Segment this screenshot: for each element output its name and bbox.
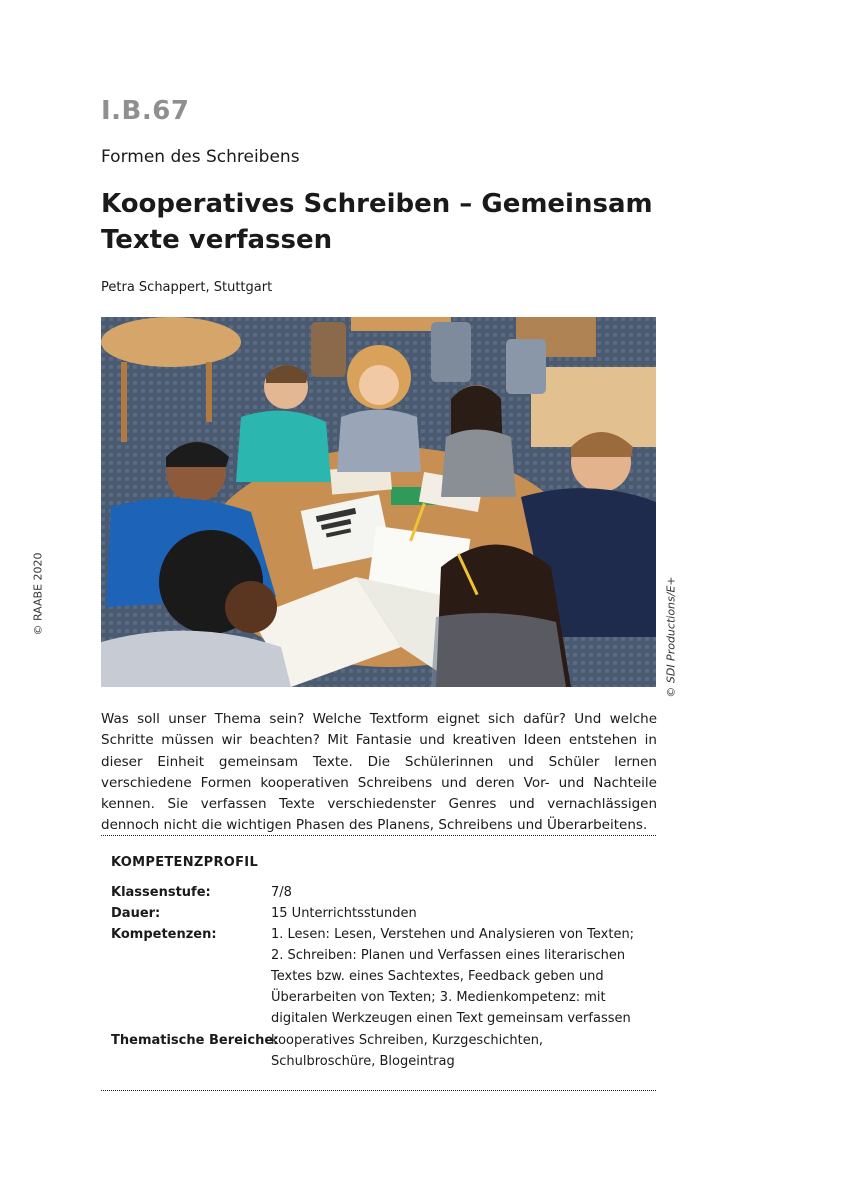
profile-value: 7/8 [271,885,292,900]
intro-paragraph: Was soll unser Thema sein? Welche Textform eignet sich dafür? Und welche Schritte müssen wir beachten? Mit Fantasie und kreativen Ideen entstehen in dieser Einheit gemeinsam Texte. Die Schülerinnen und Schüler lernen verschiedene Formen kooperativen Schreibens und deren Vor- und Nachteile kennen. Sie verfassen Texte verschiedenster Genres und vernachlässigen dennoch nicht die wichtigen Phasen des Planens, Schreibens und Überarbeitens. [101,711,657,834]
profile-label: Kompetenzen: [111,927,217,942]
series-title: Formen des Schreibens [101,147,300,167]
unit-code: I.B.67 [101,96,190,126]
photo-credit: © SDI Productions/E+ [664,576,678,698]
profile-heading: KOMPETENZPROFIL [111,855,259,870]
profile-label: Dauer: [111,906,161,921]
divider-bottom [101,1090,656,1091]
copyright-notice: © RAABE 2020 [31,552,45,636]
profile-label: Thematische Bereiche: [111,1033,279,1048]
profile-value: kooperatives Schreiben, Kurzgeschichten, Schulbroschüre, Blogeintrag [271,1033,544,1069]
author-line: Petra Schappert, Stuttgart [101,280,273,295]
profile-label: Klassenstufe: [111,885,211,900]
profile-value: 1. Lesen: Lesen, Verstehen und Analysieren von Texten; 2. Schreiben: Planen und Verfassen eines literarischen Textes bzw. eines Sachtextes, Feedback geben und Überarbeiten von Texten; 3. Medienkompetenz: mit digitalen Werkzeugen einen Text gemeinsam verfassen [271,927,635,1026]
divider-top [101,835,656,836]
page-title: Kooperatives Schreiben – Gemeinsam Texte verfassen [101,189,653,255]
students-group-writing-photo [101,317,656,687]
profile-value: 15 Unterrichtsstunden [271,906,417,921]
